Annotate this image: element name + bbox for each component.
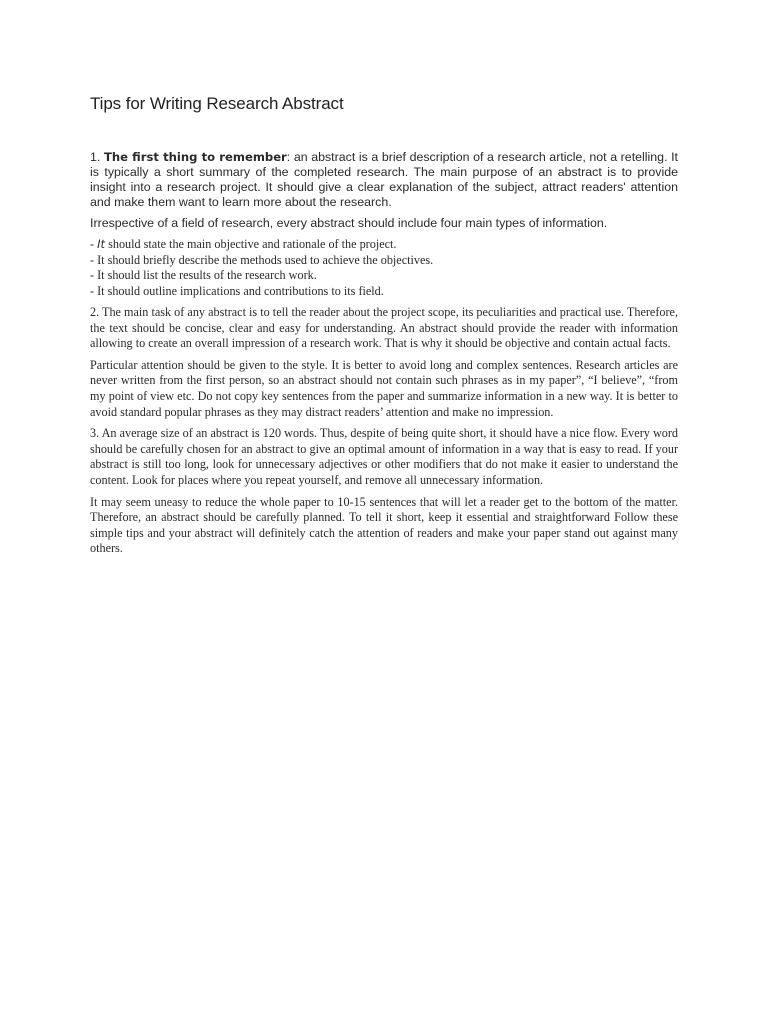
list-item: - It should list the results of the research work. <box>90 268 317 282</box>
paragraph-4: Particular attention should be given to the style. It is better to avoid long and complex sentences. Research articles are never written from the first person, so an abstract should not contain such phrases as in my paper”, “I believe”, “from my point of view etc. Do not copy key sentences from the paper and summarize information in a new way. It is better to avoid standard popular phrases as they may distract readers’ attention and make no impression. <box>90 357 678 419</box>
paragraph-6: It may seem uneasy to reduce the whole paper to 10-15 sentences that will let a reader get to the bottom of the matter. Therefore, an abstract should be carefully planned. To tell it short, keep it essential and straightforward Follow these simple tips and your abstract will definitely catch the attention of readers and make your paper stand out against many others. <box>90 494 678 556</box>
paragraph-1-lead: The first thing to remember <box>103 150 287 164</box>
list-item: - It should state the main objective and rationale of the project. <box>90 237 397 251</box>
paragraph-1-body: : an abstract is a brief description of a research article, not a retelling. It is typically a short summary of the completed research. The main purpose of an abstract is to provide insight into a research project. It should give a clear explanation of the subject, attract readers' attention and make them want to learn more about the research. <box>90 150 678 209</box>
paragraph-3: 2. The main task of any abstract is to tell the reader about the project scope, its peculiarities and practical use. Therefore, the text should be concise, clear and easy for understanding. An abstract should provide the reader with information allowing to create an overall impression of a research work. That is why it should be objective and contain actual facts. <box>90 305 678 351</box>
paragraph-1-prefix: 1. <box>90 150 104 164</box>
document-page <box>90 94 678 563</box>
paragraph-1 <box>90 150 678 210</box>
info-types-list <box>90 237 678 299</box>
paragraph-5: 3. An average size of an abstract is 120 words. Thus, despite of being quite short, it should have a nice flow. Every word should be carefully chosen for an abstract to give an optimal amount of information in a way that is easy to read. If your abstract is still too long, look for unnecessary adjectives or other modifiers that do not make it easier to understand the content. Look for places where you repeat yourself, and remove all unnecessary information. <box>90 426 678 487</box>
list-item: - It should briefly describe the methods used to achieve the objectives. <box>90 252 434 267</box>
list-item: - It should outline implications and contributions to its field. <box>90 283 384 298</box>
page-title: Tips for Writing Research Abstract <box>90 94 344 113</box>
paragraph-2: Irrespective of a field of research, every abstract should include four main types of information. <box>90 216 608 230</box>
